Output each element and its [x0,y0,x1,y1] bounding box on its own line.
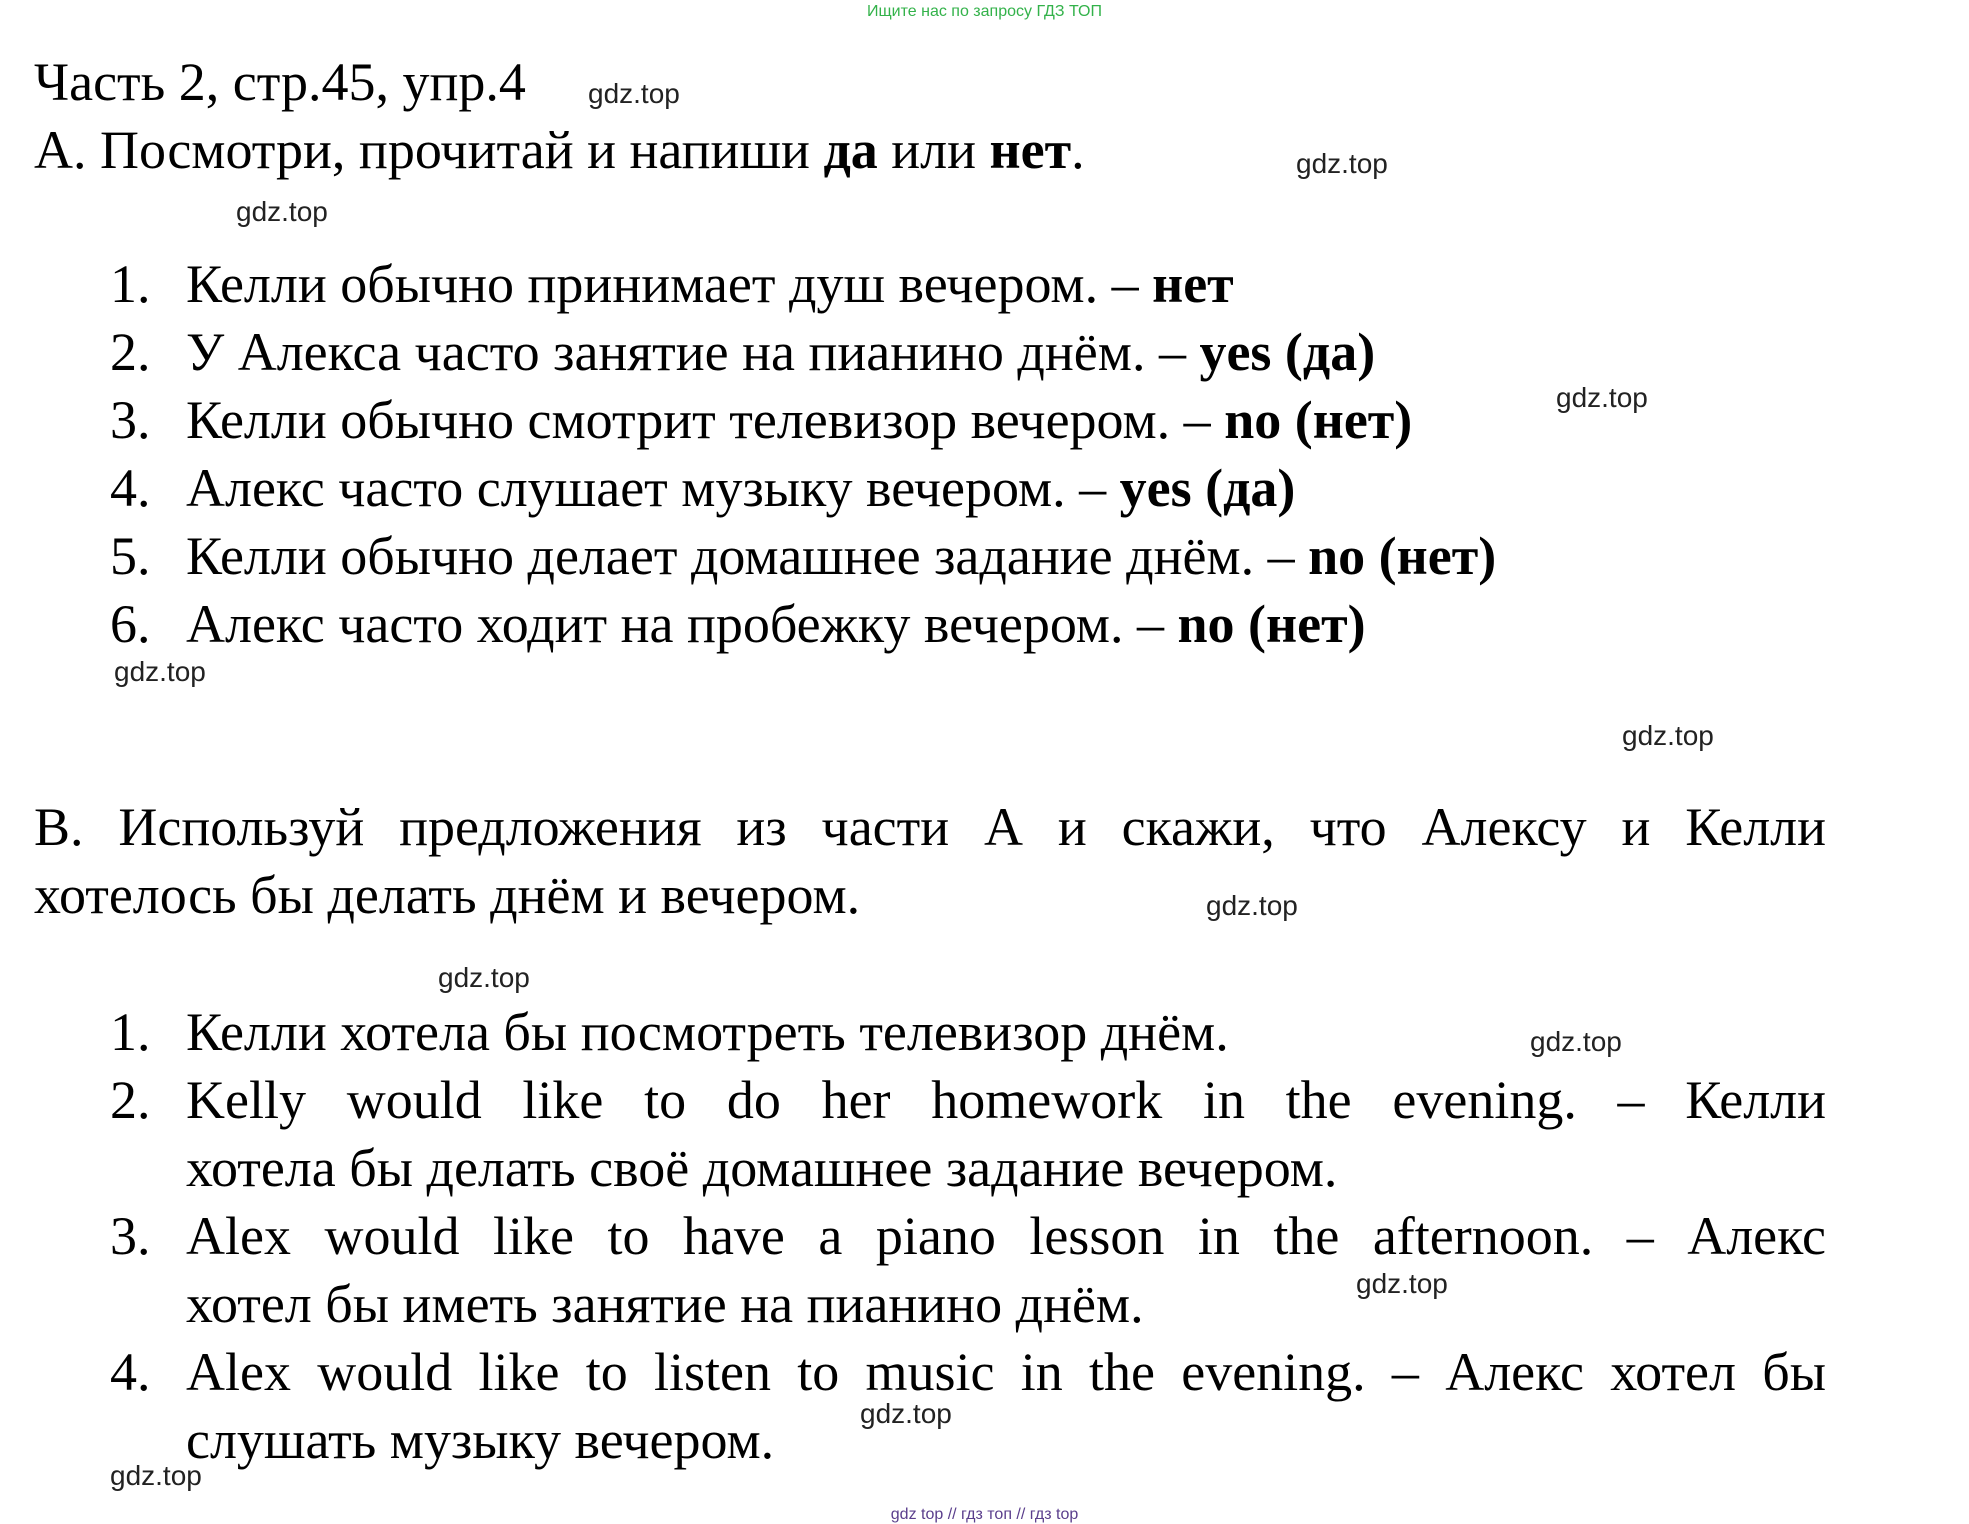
footer-links: gdz top // гдз топ // гдз top [890,1506,1079,1523]
watermark: gdz.top [1530,1026,1622,1057]
part-b-item-3-line1: Alex would like to have a piano lesson in the afternoon. – Алекс [186,1206,1826,1266]
part-b-instruction-line1: В. Используй предложения из части А и скажи, что Алексу и Келли [34,797,1826,857]
page-title: Часть 2, стр.45, упр.4 [34,52,526,112]
item-text: Келли хотела бы посмотреть телевизор днём. [186,1002,1229,1062]
part-a-instruction-yes: да [823,120,878,180]
watermark: gdz.top [236,196,328,227]
watermark: gdz.top [1296,148,1388,179]
part-b-item-4-number [110,1338,186,1406]
part-a-item-5 [110,522,1496,590]
item-text: У Алекса часто занятие на пианино днём. – [186,322,1200,382]
part-a-instruction [34,116,1085,184]
item-text: Алекс часто ходит на пробежку вечером. – [186,594,1178,654]
watermark: gdz.top [438,962,530,993]
part-a-item-1 [110,250,1234,318]
part-b-item-1 [110,998,1229,1066]
watermark: gdz.top [588,78,680,109]
item-answer: no (нет) [1177,594,1366,654]
item-number: 4. [110,458,151,518]
item-number: 1. [110,254,151,314]
part-b-item-3-number [110,1202,186,1270]
item-answer: yes (да) [1119,458,1296,518]
part-a-item-3 [110,386,1412,454]
part-a-instruction-no: нет [989,120,1072,180]
item-number: 5. [110,526,151,586]
search-banner: Ищите нас по запросу ГДЗ ТОП [867,3,1102,20]
part-a-instruction-or: или [877,120,990,180]
item-text: Келли обычно смотрит телевизор вечером. – [186,390,1225,450]
item-answer: нет [1152,254,1234,314]
item-number: 6. [110,594,151,654]
part-a-item-4 [110,454,1295,522]
part-a-instruction-end: . [1071,120,1085,180]
watermark: gdz.top [1206,890,1298,921]
part-b-instruction-line2: хотелось бы делать днём и вечером. [34,865,861,925]
item-number: 3. [110,1206,151,1266]
part-a-item-2 [110,318,1375,386]
item-answer: no (нет) [1308,526,1497,586]
part-a-instruction-prefix: А. Посмотри, прочитай и напиши [34,120,824,180]
part-b-item-4-line2: слушать музыку вечером. [186,1410,775,1470]
watermark: gdz.top [114,656,206,687]
part-b-item-2-line2: хотела бы делать своё домашнее задание вечером. [186,1138,1338,1198]
item-number: 2. [110,322,151,382]
part-b-item-4-line1: Alex would like to listen to music in the evening. – Алекс хотел бы [186,1342,1826,1402]
part-b-item-2-number [110,1066,186,1134]
item-number: 3. [110,390,151,450]
part-a-item-6 [110,590,1366,658]
watermark: gdz.top [110,1460,202,1491]
part-b-item-3-line2: хотел бы иметь занятие на пианино днём. [186,1274,1144,1334]
item-text: Алекс часто слушает музыку вечером. – [186,458,1120,518]
item-text: Келли обычно принимает душ вечером. – [186,254,1153,314]
item-text: Келли обычно делает домашнее задание днём. – [186,526,1309,586]
item-number: 1. [110,1002,151,1062]
watermark: gdz.top [1556,382,1648,413]
watermark: gdz.top [1356,1268,1448,1299]
watermark: gdz.top [1622,720,1714,751]
item-number: 2. [110,1070,151,1130]
item-number: 4. [110,1342,151,1402]
item-answer: yes (да) [1199,322,1376,382]
watermark: gdz.top [860,1398,952,1429]
part-b-item-2-line1: Kelly would like to do her homework in the evening. – Келли [186,1070,1826,1130]
item-answer: no (нет) [1224,390,1413,450]
